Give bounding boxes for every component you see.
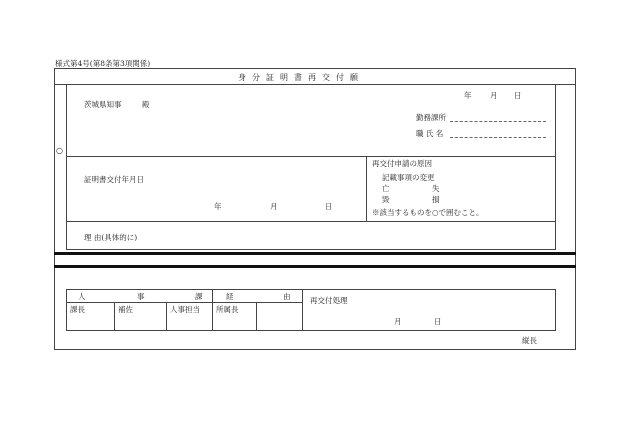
middle-section-top-line xyxy=(66,156,556,157)
cut-line-top xyxy=(54,252,576,255)
routing-personnel-divider xyxy=(212,289,213,331)
routing-right-divider xyxy=(302,289,303,331)
middle-section-divider xyxy=(366,156,367,221)
routing-header-line xyxy=(66,302,302,303)
issue-year-label: 年 xyxy=(214,202,222,211)
application-month-label: 月 xyxy=(490,91,498,100)
department-field-line xyxy=(450,121,546,122)
department-label: 勤務課所 xyxy=(416,113,446,122)
reason-note: ※該当するものを○で囲むこと。 xyxy=(372,208,484,217)
stamp-col-department-head: 所属長 xyxy=(216,305,239,314)
reason-option-change: 記載事項の変更 xyxy=(382,173,435,182)
reprocess-day-label: 日 xyxy=(434,317,442,326)
form-number: 様式第4号(第8条第3項関係) xyxy=(55,59,151,68)
reprocess-month-label: 月 xyxy=(394,317,402,326)
issue-date-label: 証明書交付年月日 xyxy=(84,175,144,184)
issue-month-label: 月 xyxy=(270,202,278,211)
routing-col-divider-3 xyxy=(256,302,257,331)
addressee-honorific: 殿 xyxy=(142,100,150,109)
reason-option-lost-2: 失 xyxy=(432,184,440,193)
routing-header-char-3: 課 xyxy=(195,292,203,301)
issue-day-label: 日 xyxy=(325,202,333,211)
length-note: 縦長 xyxy=(522,336,537,345)
reason-option-lost-1: 亡 xyxy=(382,184,390,193)
addressee: 茨城県知事 xyxy=(84,100,122,109)
stamp-col-personnel: 人事担当 xyxy=(170,305,200,314)
stamp-col-section-chief: 課長 xyxy=(70,305,85,314)
reason-option-damaged-1: 毀 xyxy=(382,195,390,204)
stamp-col-assistant: 補佐 xyxy=(118,305,133,314)
routing-col-divider-1 xyxy=(114,302,115,331)
routing-header-char-2: 事 xyxy=(137,292,145,301)
reason-option-damaged-2: 損 xyxy=(432,195,440,204)
reason-heading: 再交付申請の原因 xyxy=(372,159,432,168)
routing-header-char-4: 経 xyxy=(226,292,234,301)
reason-detail-top-line xyxy=(66,221,556,222)
routing-header-char-1: 人 xyxy=(78,292,86,301)
cut-line-bottom xyxy=(54,265,576,268)
application-day-label: 日 xyxy=(514,91,522,100)
applicant-box xyxy=(66,84,556,250)
reason-detail-label: 理 由(具体的に) xyxy=(84,233,138,242)
name-label: 職 氏 名 xyxy=(416,129,444,138)
name-field-line xyxy=(450,137,546,138)
reprocess-label: 再交付処理 xyxy=(310,296,348,305)
application-year-label: 年 xyxy=(464,91,472,100)
routing-col-divider-2 xyxy=(166,302,167,331)
circle-mark: ○ xyxy=(56,146,63,155)
form-title: 身分証明書再交付願 xyxy=(238,73,364,82)
routing-header-char-5: 由 xyxy=(283,292,291,301)
